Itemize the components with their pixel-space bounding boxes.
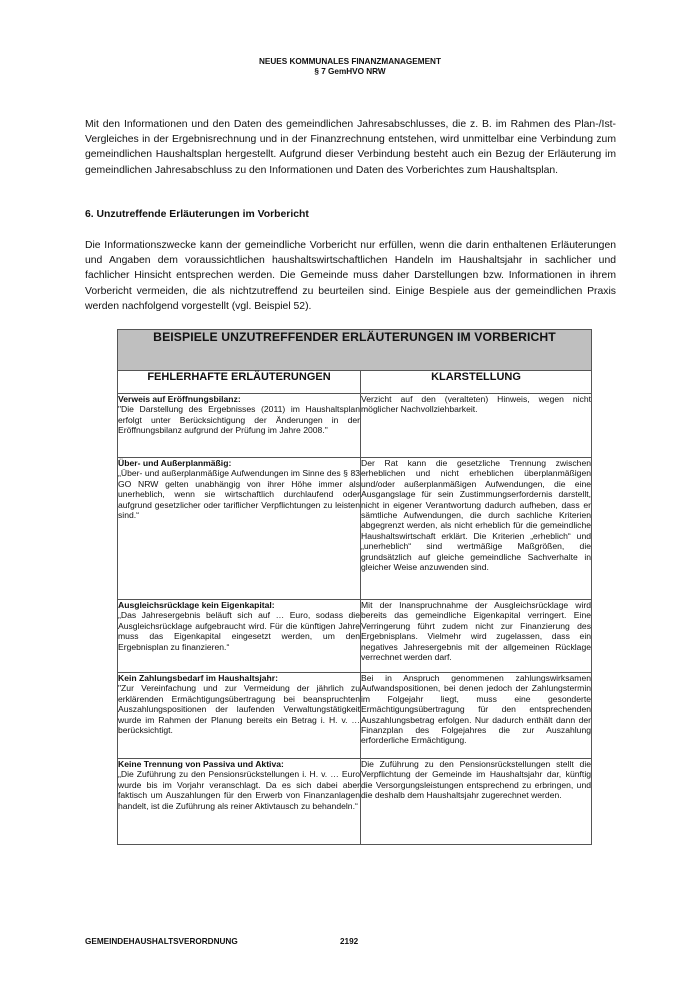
clarification-cell: Mit der Inanspruchnahme der Ausgleichsrücklage wird bereits das gemeindliche Eigenkapital verringert. Eine Verringerung führt zudem nicht zur Finanzierung des Ergebnisplans. Vielmehr wird zugelassen, dass ein negatives Jahresergebnis mit der allgemeinen Rücklage verrechnet werden darf. <box>361 600 592 673</box>
table-row <box>118 759 592 845</box>
clarification-cell: Verzicht auf den (veralteten) Hinweis, wegen nicht möglicher Nachvollziehbarkeit. <box>361 394 592 458</box>
entry-text: "Die Darstellung des Ergebnisses (2011) im Haushaltsplan erfolgt unter Berücksichtigung der Änderungen in der Eröffnungsbilanz aufgrund der Prüfung im Jahre 2008." <box>118 404 360 436</box>
column-header-right: KLARSTELLUNG <box>361 371 592 394</box>
entry-title: Ausgleichsrücklage kein Eigenkapital: <box>118 600 275 610</box>
page-header <box>0 57 700 77</box>
clarification-cell: Bei in Anspruch genommenen zahlungswirksamen Aufwandspositionen, bei denen jedoch der Zahlungstermin im Folgejahr liegt, muss eine gesonderte Ermächtigungsübertragung für den entsprechenden Auszahlungsbetrag erfolgen. Nur dadurch enthält dann der Finanzplan des Folgejahres die zur Auszahlung erforderliche Ermächtigung. <box>361 673 592 759</box>
header-title: NEUES KOMMUNALES FINANZMANAGEMENT <box>259 57 441 66</box>
table-row <box>118 458 592 600</box>
entry-title: Keine Trennung von Passiva und Aktiva: <box>118 759 284 769</box>
table-row <box>118 600 592 673</box>
entry-text: „Das Jahresergebnis beläuft sich auf … Euro, sodass die Ausgleichsrücklage aufgebraucht wird. Für die künftigen Jahre muss das Eigenkapital eingesetzt werden, um den Ergebnisplan zu finanzieren.“ <box>118 610 360 652</box>
entry-text: „Über- und außerplanmäßige Aufwendungen im Sinne des § 83 GO NRW gelten unabhängig von ihrer Höhe immer als unerheblich, wenn sie wirtschaftlich durchlaufend oder aufgrund gesetzlicher oder tariflicher Verpflichtungen zu leisten sind.“ <box>118 468 360 521</box>
examples-table <box>117 329 592 845</box>
section-heading: 6. Unzutreffende Erläuterungen im Vorbericht <box>85 209 309 220</box>
entry-text: „Die Zuführung zu den Pensionsrückstellungen i. H. v. … Euro wurde bis im Vorjahr veranschlagt. Da es sich dabei aber faktisch um Auszahlungen für den Erwerb von Finanzanlagen handelt, ist die Zuführung als reiner Aktivtausch zu behandeln.“ <box>118 769 360 811</box>
footer-title: GEMEINDEHAUSHALTSVERORDNUNG <box>85 937 238 946</box>
table-title: BEISPIELE UNZUTREFFENDER ERLÄUTERUNGEN IM VORBERICHT <box>118 330 592 371</box>
faulty-explanation-cell <box>118 759 361 845</box>
entry-text: "Zur Vereinfachung und zur Vermeidung der jährlich zu erklärenden Ermächtigungsübertragung bei beanspruchten Auszahlungspositionen der laufenden Verwaltungstätigkeit wurde im Rahmen der Planung bereits ein Betrag i. H. v. … berücksichtigt. <box>118 683 360 736</box>
page-number: 2192 <box>340 937 359 946</box>
entry-title: Über- und Außerplanmäßig: <box>118 458 232 468</box>
table-row <box>118 394 592 458</box>
faulty-explanation-cell <box>118 600 361 673</box>
header-subtitle: § 7 GemHVO NRW <box>314 67 386 76</box>
entry-title: Verweis auf Eröffnungsbilanz: <box>118 394 241 404</box>
table-row <box>118 673 592 759</box>
clarification-cell: Der Rat kann die gesetzliche Trennung zwischen erheblichen und nicht erheblichen überplanmäßigen und/oder außerplanmäßigen Aufwendungen, die eine Ausgangslage für sein Zustimmungserfordernis darstellt, nicht in eigener Verantwortung dadurch aufheben, dass er sämtliche Aufwendungen, die durch sachliche Kriterien abgegrenzt werden, als nicht erheblich für die gemeindliche Haushaltswirtschaft erklärt. Die Kriterien „erheblich“ und „unerheblich“ sind wertmäßige Maßgrößen, die grundsätzlich auf gleiche gemeindliche Sachverhalte in gleicher Weise anzuwenden sind. <box>361 458 592 600</box>
column-header-left: FEHLERHAFTE ERLÄUTERUNGEN <box>118 371 361 394</box>
faulty-explanation-cell <box>118 673 361 759</box>
intro-paragraph: Mit den Informationen und den Daten des gemeindlichen Jahresabschlusses, die z. B. im Rahmen des Plan-/Ist-Vergleiches in der Ergebnisrechnung und in der Finanzrechnung entstehen, wird unmittelbar eine Verbindung zum gemeindlichen Haushaltsplan hergestellt. Aufgrund dieser Verbindung besteht auch ein Bezug der Erläuterung im gemeindlichen Jahresabschluss zu den Informationen und Daten des Vorberichtes zum Haushaltsplan. <box>85 119 616 176</box>
faulty-explanation-cell <box>118 394 361 458</box>
entry-title: Kein Zahlungsbedarf im Haushaltsjahr: <box>118 673 278 683</box>
faulty-explanation-cell <box>118 458 361 600</box>
clarification-cell: Die Zuführung zu den Pensionsrückstellungen stellt die Verpflichtung der Gemeinde im Haushaltsjahr dar, künftig die Versorgungsleistungen entsprechend zu erbringen, und die deshalb dem Haushaltsjahr zugerechnet werden. <box>361 759 592 845</box>
section-paragraph: Die Informationszwecke kann der gemeindliche Vorbericht nur erfüllen, wenn die darin enthaltenen Erläuterungen und Angaben dem voraussichtlichen haushaltswirtschaftlichen Handeln im Haushaltsjahr in sachlicher und fachlicher Hinsicht entsprechen werden. Die Gemeinde muss daher Darstellungen bzw. Informationen in ihrem Vorbericht vermeiden, die als nichtzutreffend zu beurteilen sind. Einige Bespiele aus der gemeindlichen Praxis werden nachfolgend vorgestellt (vgl. Beispiel 52). <box>85 240 616 312</box>
